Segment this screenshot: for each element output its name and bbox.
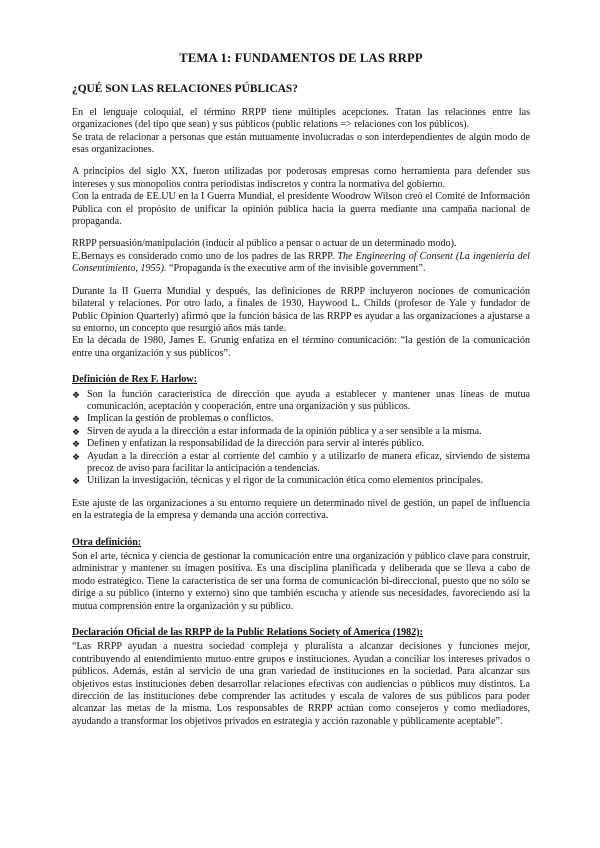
harlow-list [72, 389, 530, 488]
list-item-text: Ayudan a la dirección a estar al corriente del cambio y a utilizarlo de manera eficaz, sirviendo de sistema precoz de aviso para facilitar la anticipación a tendencias. [87, 450, 530, 474]
bernays-text: E.Bernays es considerado como uno de los padres de las RRPP. [72, 250, 335, 262]
section-heading: ¿QUÉ SON LAS RELACIONES PÚBLICAS? [72, 83, 298, 96]
paragraph-line: RRPP persuasión/manipulación (inducir al público a pensar o actuar de un determinado modo). [72, 238, 457, 250]
paragraph-line: Con la entrada de EE.UU en la I Guerra Mundial, el presidente Woodrow Wilson creó el Comité de Información Pública con el propósito de unificar la opinión pública hacia la guerra mediante una campaña nacional de propaganda. [72, 191, 530, 228]
list-item [72, 426, 530, 438]
paragraph-history [72, 166, 530, 228]
harlow-conclusion: Este ajuste de las organizaciones a su entorno requiere un determinado nivel de gestión, un papel de influencia en la estrategia de la empresa y demanda una acción correctiva. [72, 497, 530, 522]
diamond-bullet-icon: ❖ [72, 476, 81, 487]
diamond-bullet-icon: ❖ [72, 439, 81, 450]
bernays-quote: “Propaganda is the executive arm of the invisible government”. [169, 263, 426, 275]
harlow-heading: Definición de Rex F. Harlow: [72, 374, 197, 386]
diamond-bullet-icon: ❖ [72, 414, 81, 425]
list-item-text: Implican la gestión de problemas o conflictos. [87, 413, 274, 425]
list-item-text: Definen y enfatizan la responsabilidad de la dirección para servir al interés público. [87, 438, 425, 450]
paragraph-line: En la década de 1980, James E. Grunig enfatiza en el término comunicación: “la gestión de la comunicación entre una organización y sus públicos”. [72, 335, 530, 359]
prsa-text: “Las RRPP ayudan a nuestra sociedad compleja y pluralista a alcanzar decisiones y funciones mejor, contribuyendo al entendimiento mutuo entre grupos e instituciones. Ayudan a conciliar los intereses privados o públicos. Además, están al servicio de una gran variedad de instituciones en la sociedad. Para alcanzar sus objetivos estas instituciones deben desarrollar relaciones efectivas con audiencias o públicos muy distintos. La dirección de las instituciones debe comprender las actitudes y escala de valores de sus públicos para poder alcanzar las metas de la misma. Los responsables de RRPP actúan como consejeros y como mediadores, ayudando a transformar los objetivos privados en estrategia y acción razonable y públicamente aceptable”. [72, 641, 530, 727]
prsa-heading: Declaración Oficial de las RRPP de la Public Relations Society of America (1982): [72, 627, 423, 639]
paragraph-line: Durante la II Guerra Mundial y después, las definiciones de RRPP incluyeron nociones de comunicación bilateral y relaciones. Por otro lado, a finales de 1930, Haywood L. Childs (profesor de Yale y fundador de Public Opinion Quarterly) afirmó que la función básica de las RRPP es ayudar a las organizaciones a ajustarse a su entorno, un concepto que resurgió años más tarde. [72, 285, 530, 334]
list-item [72, 475, 530, 487]
list-item-text: Utilizan la investigación, técnicas y el rigor de la comunicación ética como elementos principales. [87, 475, 484, 487]
paragraph-line: Se trata de relacionar a personas que están mutuamente involucradas o son interdependientes de algún modo de esas organizaciones. [72, 131, 530, 156]
list-item [72, 413, 530, 425]
otra-text: Son el arte, técnica y ciencia de gestionar la comunicación entre una organización y público clave para construir, administrar y mantener su imagen positiva. Es una disciplina planificada y deliberada que se lleva a cabo de modo estratégico. Tiene la característica de ser una forma de comunicación bi-direccional, puesto que no sólo se dirige a su público (interno y externo) sino que también escucha y atiende sus necesidades, favoreciendo así la mutua comprensión entre la organización y su público. [72, 551, 530, 612]
list-item-text: Sirven de ayuda a la dirección a estar informada de la opinión pública y a ser sensible a la misma. [87, 425, 482, 437]
paragraph-line: En el lenguaje coloquial, el término RRPP tiene múltiples acepciones. Tratan las relaciones entre las organizaciones (del tipo que sean) y sus públicos (public relations => relaciones con los públicos). [72, 106, 530, 131]
paragraph-bernays [72, 238, 530, 275]
list-item [72, 389, 530, 414]
list-item [72, 438, 530, 450]
document-title: TEMA 1: FUNDAMENTOS DE LAS RRPP [179, 51, 423, 65]
paragraph-line: A principios del siglo XX, fueron utilizadas por poderosas empresas como herramienta para defender sus intereses y sus monopolios contra periodistas indiscretos y contra la normativa del gobierno. [72, 166, 530, 190]
list-item-text: Son la función característica de dirección que ayuda a establecer y mantener unas líneas de mutua comunicación, aceptación y cooperación, entre una organización y sus públicos. [87, 388, 530, 412]
list-item [72, 451, 530, 476]
diamond-bullet-icon: ❖ [72, 389, 81, 400]
paragraph-intro [72, 107, 530, 157]
paragraph-postwar [72, 286, 530, 360]
paragraph-line [72, 251, 530, 276]
diamond-bullet-icon: ❖ [72, 451, 81, 462]
book-title: The Engineering of Consent (La ingeniería del Consentimiento, 1955). [72, 250, 530, 275]
diamond-bullet-icon: ❖ [72, 426, 81, 437]
otra-heading: Otra definición: [72, 536, 142, 548]
